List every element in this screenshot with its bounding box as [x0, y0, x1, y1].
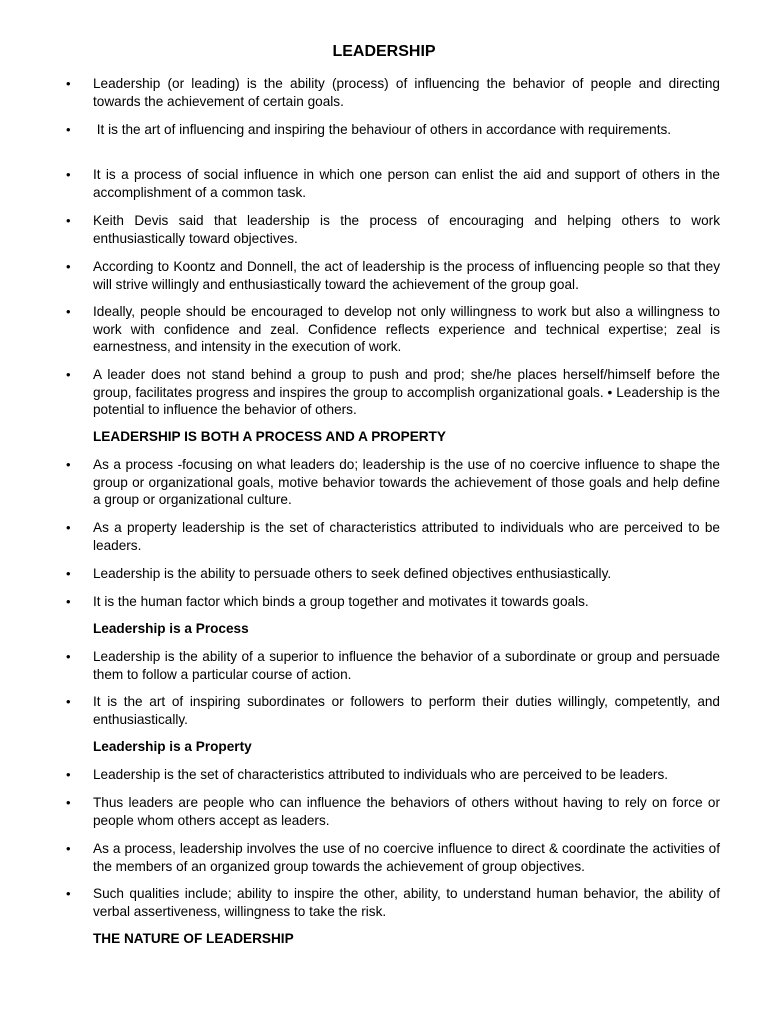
bullet-text: Ideally, people should be encouraged to develop not only willingness to work but also a willingness to work with confidence and zeal. Confidence reflects experience and technical expertise; zeal is earnestness, and intensity in the execution of work.	[93, 304, 720, 354]
bullet-text: Thus leaders are people who can influence the behaviors of others without having to rely on force or people whom others accept as leaders.	[93, 795, 720, 828]
bullet-text: It is the art of influencing and inspiring the behaviour of others in accordance with requirements.	[93, 122, 672, 137]
bullet-text: Leadership is the ability to persuade others to seek defined objectives enthusiastically.	[93, 566, 612, 581]
bullet-text: Leadership (or leading) is the ability (process) of influencing the behavior of people and directing towards the achievement of certain goals.	[93, 76, 720, 109]
list-item	[60, 794, 720, 829]
bullet-text: Leadership is the set of characteristics attributed to individuals who are perceived to be leaders.	[93, 767, 669, 782]
list-item	[60, 693, 720, 728]
list-item	[60, 212, 720, 247]
bullet-text: Leadership is the ability of a superior to influence the behavior of a subordinate or group and persuade them to follow a particular course of action.	[93, 649, 720, 682]
list-item	[60, 593, 720, 611]
bullet-marker: •	[66, 566, 71, 581]
list-item	[60, 456, 720, 509]
bullet-marker: •	[66, 767, 71, 782]
section-heading: THE NATURE OF LEADERSHIP	[93, 931, 294, 946]
bullet-marker: •	[66, 457, 71, 472]
bullet-marker: •	[66, 367, 71, 382]
list-item	[60, 885, 720, 920]
bullet-marker: •	[66, 841, 71, 856]
section-heading: Leadership is a Process	[93, 621, 249, 636]
list-item	[60, 766, 720, 784]
list-item	[60, 166, 720, 201]
page-title: LEADERSHIP	[332, 43, 436, 60]
list-item	[60, 258, 720, 293]
bullet-text: According to Koontz and Donnell, the act of leadership is the process of influencing people so that they will strive willingly and enthusiastically toward the achievement of the group goal.	[93, 259, 720, 292]
bullet-text: Keith Devis said that leadership is the process of encouraging and helping others to work enthusiastically toward objectives.	[93, 213, 720, 246]
bullet-marker: •	[66, 122, 71, 137]
bullet-text: As a process -focusing on what leaders do; leadership is the use of no coercive influence to shape the group or organizational goals, motive behavior towards the achievement of those goals and help define a group or organizational culture.	[93, 457, 720, 507]
list-item	[60, 519, 720, 554]
list-item	[60, 565, 720, 583]
bullet-marker: •	[66, 594, 71, 609]
bullet-marker: •	[66, 76, 71, 91]
list-item	[60, 303, 720, 356]
bullet-marker: •	[66, 259, 71, 274]
bullet-text: A leader does not stand behind a group to push and prod; she/he places herself/himself before the group, facilitates progress and inspires the group to accomplish organizational goals. • Leadership is the potential to influence the behavior of others.	[93, 367, 720, 417]
bullet-marker: •	[66, 213, 71, 228]
bullet-text: It is the human factor which binds a group together and motivates it towards goals.	[93, 594, 589, 609]
list-item	[60, 121, 720, 139]
list-item	[60, 366, 720, 419]
list-item	[60, 75, 720, 110]
section-heading: LEADERSHIP IS BOTH A PROCESS AND A PROPERTY	[93, 429, 446, 444]
bullet-marker: •	[66, 520, 71, 535]
bullet-text: It is a process of social influence in which one person can enlist the aid and support of others in the accomplishment of a common task.	[93, 167, 720, 200]
bullet-text: As a process, leadership involves the use of no coercive influence to direct & coordinate the activities of the members of an organized group towards the achievement of group objectives.	[93, 841, 720, 874]
bullet-text: It is the art of inspiring subordinates or followers to perform their duties willingly, competently, and enthusiastically.	[93, 694, 720, 727]
list-item	[60, 840, 720, 875]
bullet-text: Such qualities include; ability to inspire the other, ability, to understand human behavior, the ability of verbal assertiveness, willingness to take the risk.	[93, 886, 720, 919]
section-heading: Leadership is a Property	[93, 739, 252, 754]
bullet-text: As a property leadership is the set of characteristics attributed to individuals who are perceived to be leaders.	[93, 520, 720, 553]
bullet-marker: •	[66, 304, 71, 319]
bullet-marker: •	[66, 649, 71, 664]
list-item	[60, 648, 720, 683]
bullet-marker: •	[66, 886, 71, 901]
bullet-marker: •	[66, 694, 71, 709]
bullet-marker: •	[66, 795, 71, 810]
bullet-marker: •	[66, 167, 71, 182]
